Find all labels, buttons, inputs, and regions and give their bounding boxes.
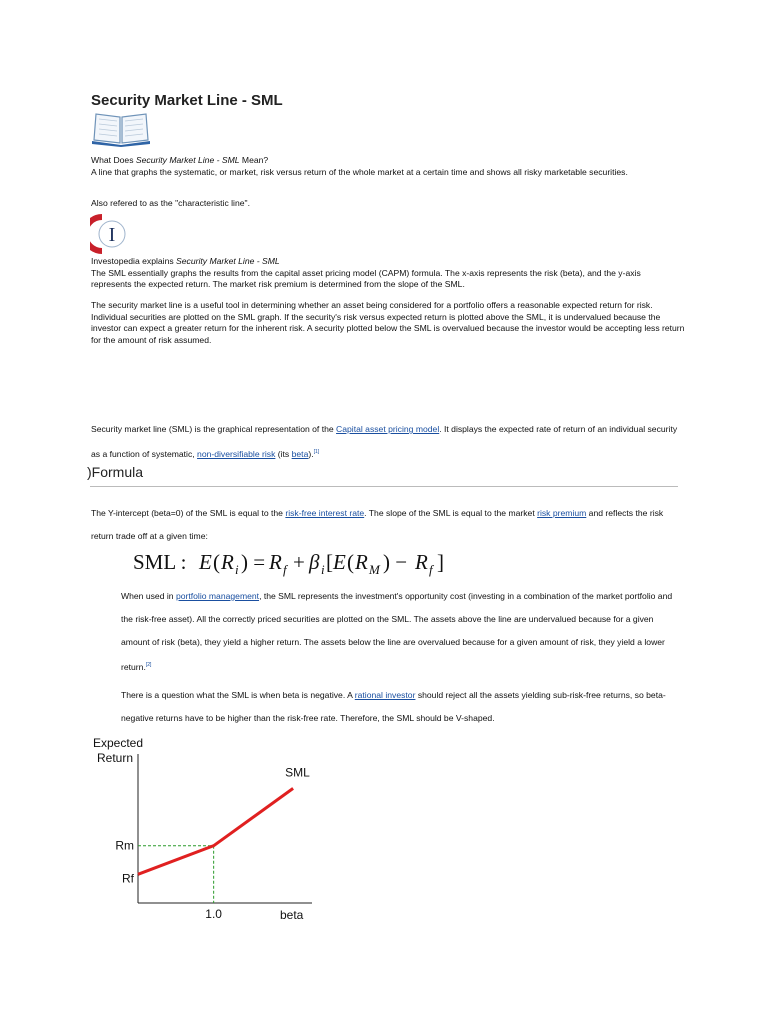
svg-text:E: E — [199, 550, 212, 574]
link-capm[interactable]: Capital asset pricing model — [336, 424, 440, 434]
x-axis-label: beta — [280, 908, 304, 922]
svg-text:R: R — [269, 550, 282, 574]
investopedia-explains — [91, 256, 681, 291]
investopedia-para-2: The security market line is a useful tool in determining whether an asset being considered for a portfolio offers a reasonable expected return for risk. Individual securities are plotted on the SML graph. If the security's risk versus expected return is plotted above the SML, it is undervalued because the investor can expect a greater return for the inherent risk. A security plotted below the SML is overvalued because the investor would be accepting less return for the amount of risk assumed. — [91, 300, 685, 345]
svg-text:f: f — [283, 562, 287, 577]
svg-text:R: R — [415, 550, 428, 574]
definition-question: What Does Security Market Line - SML Mean? — [91, 155, 269, 165]
investopedia-para-1: The SML essentially graphs the results from the capital asset pricing model (CAPM) formula. The x-axis represents the risk (beta), and the y-axis represents the expected return. The market risk premium is determined from the slope of the SML. — [91, 267, 641, 290]
svg-text:R: R — [221, 550, 234, 574]
svg-text:(: ( — [213, 550, 220, 574]
series-label-sml: SML — [285, 765, 310, 780]
section-divider — [90, 486, 678, 487]
link-risk-free-rate[interactable]: risk-free interest rate — [285, 508, 365, 518]
ref-2[interactable]: [2] — [145, 662, 152, 668]
y-tick-rf: Rf — [122, 871, 134, 886]
link-non-diversifiable-risk[interactable]: non-diversifiable risk — [197, 448, 276, 459]
y-tick-rm: Rm — [115, 838, 134, 853]
sml-chart — [86, 732, 326, 932]
svg-text:β: β — [309, 550, 320, 574]
link-rational-investor[interactable]: rational investor — [354, 690, 416, 700]
svg-text:(: ( — [347, 550, 354, 574]
svg-text:E: E — [333, 550, 346, 574]
sml-series-line — [138, 788, 293, 874]
also-referred-text: Also refered to as the "characteristic line". — [91, 198, 250, 208]
svg-text:+: + — [293, 550, 305, 574]
formula-heading: )Formula — [87, 464, 144, 480]
logo-letter: I — [108, 224, 116, 246]
wiki-intro: Security market line (SML) is the graphical representation of the Capital asset pricing model. It displays the expected rate of return of an individual security as a function of systematic, non-diversifiable risk (its beta).[1] — [91, 424, 678, 459]
svg-text:f: f — [429, 562, 433, 577]
negative-beta-para: There is a question what the SML is when beta is negative. A rational investor should reject all the assets yielding sub-risk-free returns, so beta-negative returns have to be higher than the risk-free rate. Therefore, the SML should be V-shaped. — [121, 690, 666, 723]
svg-text:i: i — [321, 562, 325, 577]
formula-description: The Y-intercept (beta=0) of the SML is equal to the risk-free interest rate. The slope of the SML is equal to the market risk premium and reflects the risk return trade off at a given time: — [91, 508, 664, 541]
investopedia-logo-icon — [90, 214, 128, 254]
portfolio-management-para: When used in portfolio management, the SML represents the investment's opportunity cost (investing in a combination of the market portfolio and the risk-free asset). All the correctly priced securities are plotted on the SML. The assets above the line are undervalued because for a given amount of risk (beta), they yield a higher return. The assets below the line are overvalued because for a given amount of risk, they yield a lower return.[2] — [121, 591, 673, 672]
y-axis-label-line-1: Expected — [93, 736, 144, 750]
svg-text:[: [ — [326, 550, 333, 574]
link-portfolio-management[interactable]: portfolio management — [175, 591, 260, 601]
formula-rhs — [198, 550, 444, 577]
svg-text:) =: ) = — [241, 550, 266, 574]
link-risk-premium[interactable]: risk premium — [537, 508, 587, 518]
definition-block — [91, 155, 681, 178]
svg-text:) −: ) − — [383, 550, 408, 574]
x-tick-1: 1.0 — [205, 907, 222, 921]
page-title: Security Market Line - SML — [91, 92, 283, 109]
investopedia-label: Investopedia explains Security Market Line - SML — [91, 256, 280, 266]
formula-lhs: SML : — [133, 550, 187, 574]
svg-text:M: M — [369, 562, 380, 577]
svg-text:]: ] — [437, 550, 444, 574]
svg-text:i: i — [235, 562, 239, 577]
link-beta[interactable]: beta — [291, 448, 309, 459]
svg-text:R: R — [355, 550, 368, 574]
definition-text: A line that graphs the systematic, or market, risk versus return of the whole market at a certain time and shows all risky marketable securities. — [91, 166, 628, 177]
dictionary-book-icon — [90, 110, 152, 148]
y-axis-label-line-2: Return — [97, 751, 134, 765]
sml-formula — [131, 544, 451, 578]
ref-1[interactable]: [1] — [313, 449, 320, 455]
